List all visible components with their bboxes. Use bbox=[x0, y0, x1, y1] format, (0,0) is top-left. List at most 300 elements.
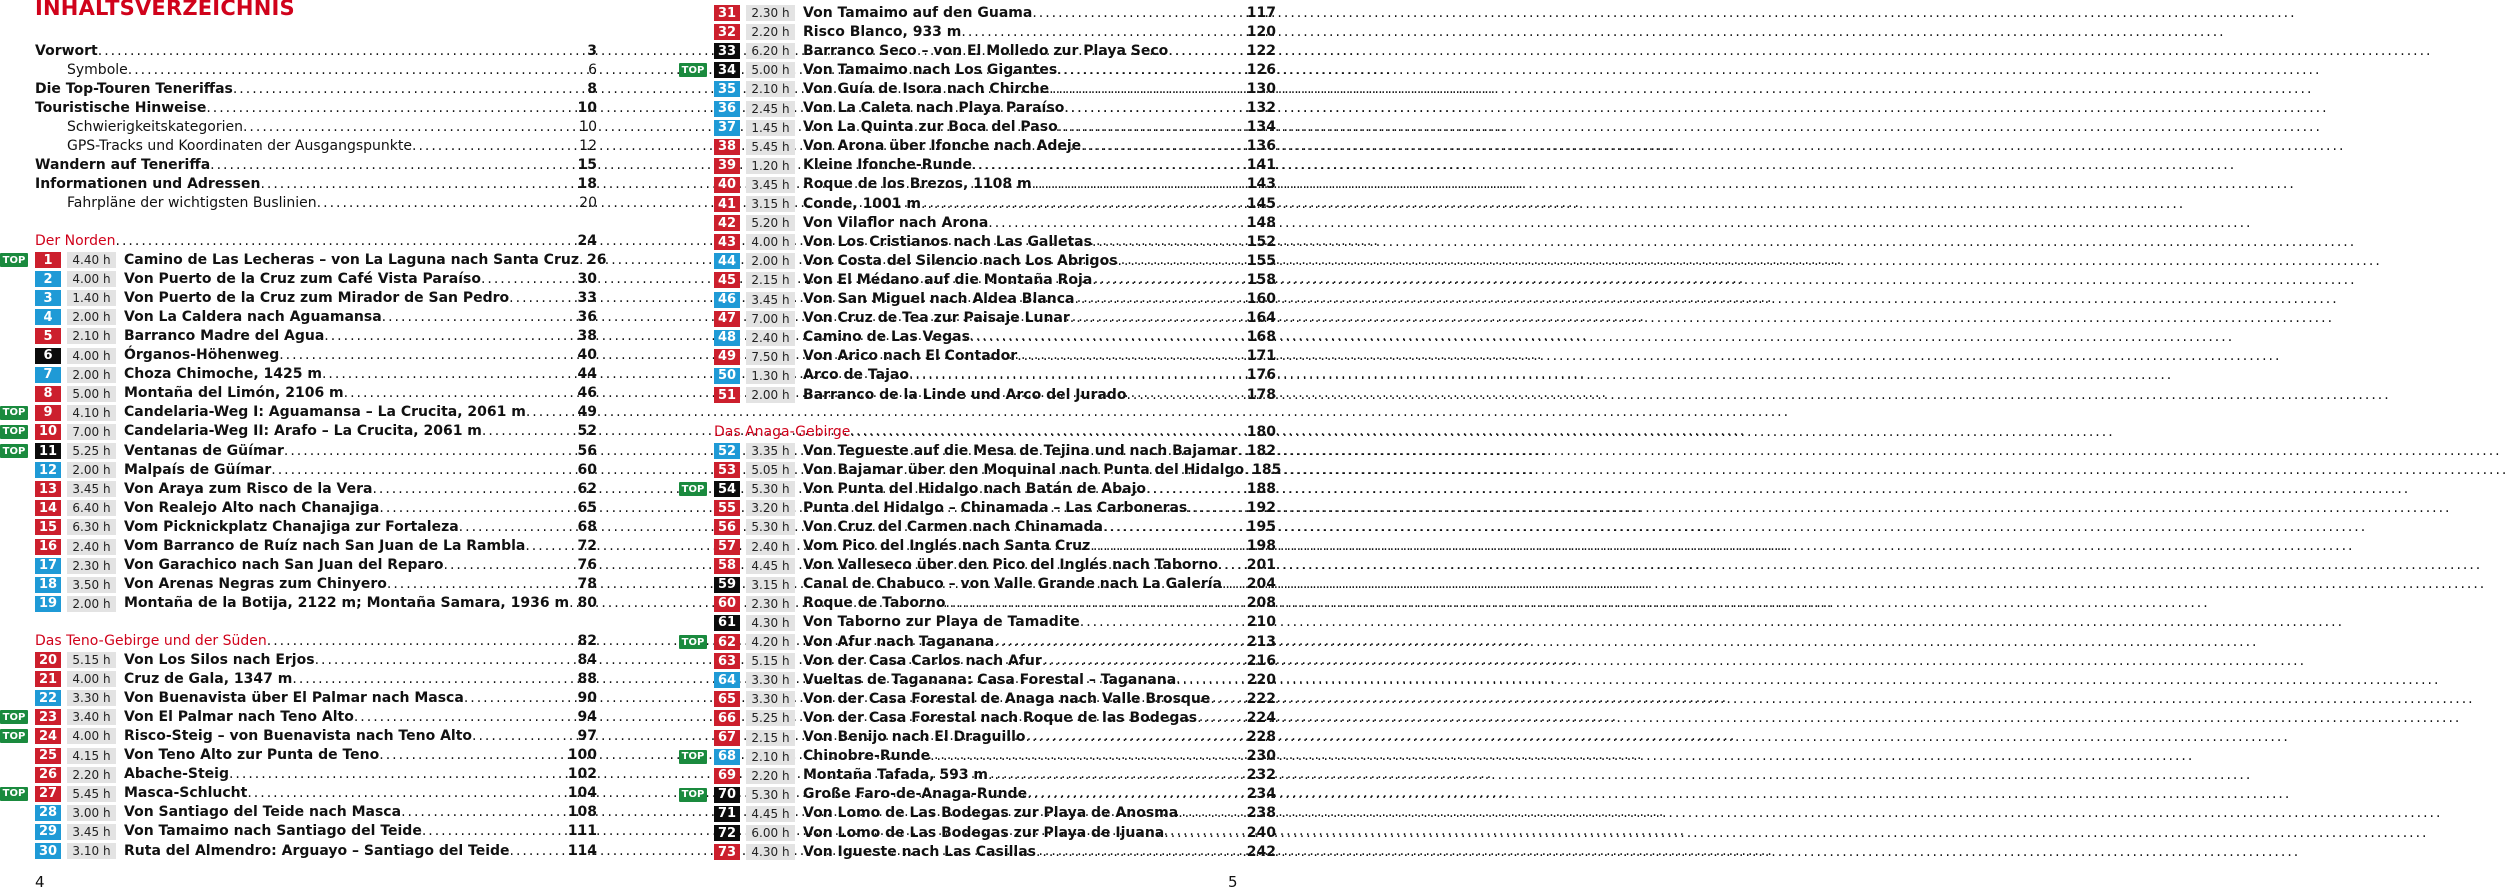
tour-duration: 4.00 h bbox=[67, 348, 116, 364]
entry-title: Von Guía de Isora nach Chirche bbox=[803, 80, 1050, 97]
tour-duration: 5.20 h bbox=[746, 215, 795, 231]
tour-duration: 3.10 h bbox=[67, 843, 116, 859]
tour-entry-71[interactable] bbox=[803, 804, 1276, 823]
tour-number-badge: 36 bbox=[714, 101, 740, 117]
tour-entry-43[interactable] bbox=[803, 232, 1276, 251]
dot-leader bbox=[444, 557, 578, 573]
entry-page: 62 bbox=[577, 480, 597, 497]
tour-number-badge: 20 bbox=[35, 652, 61, 668]
tour-entry-44[interactable] bbox=[803, 251, 1276, 270]
tour-entry-12[interactable] bbox=[124, 460, 597, 479]
entry-page: 72 bbox=[577, 538, 597, 554]
entry-page: 117 bbox=[1246, 4, 1276, 21]
tour-number-badge: 7 bbox=[35, 367, 61, 383]
tour-number-badge: 21 bbox=[35, 671, 61, 687]
dot-leader bbox=[354, 709, 578, 725]
tour-entry-29[interactable] bbox=[124, 822, 597, 841]
entry-title: Fahrpläne der wichtigsten Buslinien bbox=[67, 195, 317, 212]
tour-duration: 3.30 h bbox=[746, 672, 795, 688]
tour-entry-67[interactable] bbox=[803, 728, 1276, 747]
tour-entry-60[interactable] bbox=[803, 594, 1276, 613]
tour-entry-57[interactable] bbox=[803, 537, 1276, 556]
entry-title: Camino de Las Vegas bbox=[803, 329, 970, 346]
tour-entry-30[interactable] bbox=[124, 841, 597, 860]
toc-entry-6[interactable] bbox=[67, 137, 597, 156]
tour-duration: 2.40 h bbox=[67, 539, 116, 555]
dot-leader bbox=[379, 747, 568, 763]
tour-entry-62[interactable] bbox=[803, 632, 1276, 651]
tour-number-badge: 41 bbox=[714, 196, 740, 212]
tour-duration: 4.40 h bbox=[67, 252, 116, 268]
entry-title: GPS-Tracks und Koordinaten der Ausgangspunkte bbox=[67, 138, 412, 154]
entry-page: 160 bbox=[1246, 291, 1276, 307]
tour-duration: 2.20 h bbox=[746, 768, 795, 784]
tour-number-badge: 63 bbox=[714, 653, 740, 669]
tour-number-badge: 15 bbox=[35, 519, 61, 535]
tour-entry-7[interactable] bbox=[124, 365, 597, 384]
tour-entry-56[interactable] bbox=[803, 517, 1276, 536]
entry-title: Von Afur nach Taganana bbox=[803, 633, 995, 650]
entry-title: Symbole bbox=[67, 61, 128, 78]
entry-page: 108 bbox=[567, 804, 597, 821]
tour-duration: 3.00 h bbox=[67, 805, 116, 821]
tour-entry-26[interactable] bbox=[124, 765, 597, 784]
dot-leader bbox=[464, 690, 578, 706]
entry-page: 15 bbox=[577, 157, 597, 174]
tour-entry-18[interactable] bbox=[124, 575, 597, 594]
entry-page: 44 bbox=[577, 366, 597, 383]
tour-entry-24[interactable] bbox=[124, 726, 597, 745]
entry-page: 220 bbox=[1246, 671, 1276, 688]
tour-entry-20[interactable] bbox=[124, 650, 597, 669]
tour-duration: 3.50 h bbox=[67, 577, 116, 593]
entry-title: Barranco Madre del Agua bbox=[124, 327, 325, 344]
dot-leader bbox=[1026, 729, 1247, 745]
entry-title: Von Cruz del Carmen nach Chinamada bbox=[803, 518, 1103, 535]
entry-title: Von El Médano auf die Montaña Roja bbox=[803, 271, 1093, 288]
tour-entry-42[interactable] bbox=[803, 213, 1276, 232]
entry-title: Ruta del Almendro: Arguayo – Santiago del Teide bbox=[124, 842, 510, 859]
tour-entry-8[interactable] bbox=[124, 384, 597, 403]
tour-duration: 2.00 h bbox=[67, 462, 116, 478]
entry-page: 171 bbox=[1246, 348, 1276, 365]
dot-leader bbox=[1118, 253, 1247, 269]
dot-leader bbox=[1081, 138, 1247, 154]
entry-page: 232 bbox=[1246, 767, 1276, 784]
dot-leader bbox=[372, 481, 577, 497]
dot-leader bbox=[324, 328, 577, 344]
tour-entry-4[interactable] bbox=[124, 307, 597, 326]
tour-duration: 2.20 h bbox=[67, 767, 116, 783]
tour-entry-37[interactable] bbox=[803, 118, 1276, 137]
tour-entry-33[interactable] bbox=[803, 41, 1276, 60]
tour-duration: 4.00 h bbox=[67, 671, 116, 687]
tour-entry-53[interactable] bbox=[803, 460, 1282, 479]
toc-entry-5[interactable] bbox=[67, 117, 597, 136]
tour-duration: 4.15 h bbox=[67, 748, 116, 764]
tour-duration: 5.30 h bbox=[746, 481, 795, 497]
tour-number-badge: 58 bbox=[714, 558, 740, 574]
tour-entry-9[interactable] bbox=[124, 403, 597, 422]
tour-number-badge: 10 bbox=[35, 424, 61, 440]
left-page bbox=[0, 0, 640, 896]
tour-entry-22[interactable] bbox=[124, 688, 597, 707]
page-title: INHALTSVERZEICHNIS bbox=[35, 0, 295, 20]
tour-duration: 3.45 h bbox=[67, 824, 116, 840]
tour-number-badge: 62 bbox=[714, 634, 740, 650]
entry-page: 130 bbox=[1246, 80, 1276, 97]
tour-number-badge: 9 bbox=[35, 405, 61, 421]
entry-page: 8 bbox=[587, 80, 597, 97]
dot-leader bbox=[988, 767, 1247, 783]
entry-title: Die Top-Touren Teneriffas bbox=[35, 80, 233, 97]
entry-title: Conde, 1001 m bbox=[803, 195, 921, 212]
tour-duration: 5.30 h bbox=[746, 787, 795, 803]
tour-duration: 2.00 h bbox=[67, 367, 116, 383]
entry-title: Von Costa del Silencio nach Los Abrigos bbox=[803, 252, 1118, 269]
tour-entry-5[interactable] bbox=[124, 326, 597, 345]
tour-entry-13[interactable] bbox=[124, 479, 597, 498]
dot-leader bbox=[260, 176, 577, 192]
entry-title: Montaña Tafada, 593 m bbox=[803, 767, 989, 784]
tour-number-badge: 13 bbox=[35, 481, 61, 497]
toc-entry-1[interactable] bbox=[35, 41, 597, 60]
entry-page: 94 bbox=[577, 708, 597, 725]
top-badge: TOP bbox=[679, 63, 707, 77]
tour-duration: 4.10 h bbox=[67, 405, 116, 421]
tour-entry-32[interactable] bbox=[803, 22, 1276, 41]
tour-number-badge: 43 bbox=[714, 234, 740, 250]
entry-page: 52 bbox=[577, 423, 597, 440]
tour-entry-54[interactable] bbox=[803, 479, 1276, 498]
tour-entry-70[interactable] bbox=[803, 785, 1276, 804]
tour-duration: 4.00 h bbox=[67, 728, 116, 744]
dot-leader bbox=[1080, 614, 1247, 630]
dot-leader bbox=[1032, 176, 1247, 192]
dot-leader bbox=[412, 138, 579, 154]
entry-page: 222 bbox=[1246, 690, 1276, 707]
tour-number-badge: 16 bbox=[35, 539, 61, 555]
top-badge: TOP bbox=[0, 710, 28, 724]
tour-duration: 2.45 h bbox=[746, 101, 795, 117]
tour-number-badge: 35 bbox=[714, 81, 740, 97]
entry-title: Von Cruz de Tea zur Paisaje Lunar bbox=[803, 310, 1070, 327]
tour-entry-52[interactable] bbox=[803, 441, 1276, 460]
tour-number-badge: 47 bbox=[714, 311, 740, 327]
tour-entry-59[interactable] bbox=[803, 575, 1276, 594]
tour-entry-58[interactable] bbox=[803, 556, 1276, 575]
entry-title: Von Valleseco über den Pico del Inglés nach Taborno bbox=[803, 557, 1218, 574]
entry-title: Von Buenavista über El Palmar nach Masca bbox=[124, 689, 464, 706]
dot-leader bbox=[271, 462, 577, 478]
tour-number-badge: 40 bbox=[714, 177, 740, 193]
dot-leader bbox=[387, 576, 578, 592]
entry-page: 148 bbox=[1246, 214, 1276, 231]
entry-page: 152 bbox=[1246, 233, 1276, 250]
entry-title: Von Arona über Ifonche nach Adeje bbox=[803, 138, 1082, 155]
dot-leader bbox=[961, 24, 1246, 40]
entry-title: Candelaria-Weg II: Arafo – La Crucita, 2061 m bbox=[124, 423, 482, 440]
tour-entry-1[interactable] bbox=[124, 250, 607, 269]
tour-entry-27[interactable] bbox=[124, 784, 597, 803]
entry-title: Von Tegueste auf die Mesa de Tejina und nach Bajamar bbox=[803, 442, 1238, 459]
tour-number-badge: 71 bbox=[714, 806, 740, 822]
section-heading-2[interactable] bbox=[35, 631, 597, 650]
entry-title: Roque de los Brezos, 1108 m bbox=[803, 176, 1032, 193]
dot-leader bbox=[1074, 291, 1246, 307]
tour-entry-45[interactable] bbox=[803, 270, 1276, 289]
tour-entry-3[interactable] bbox=[124, 288, 597, 307]
dot-leader bbox=[1146, 481, 1247, 497]
entry-title: Von Arico nach El Contador bbox=[803, 348, 1018, 365]
entry-title: Montaña de la Botija, 2122 m; Montaña Samara, 1936 m bbox=[124, 595, 570, 612]
entry-title: Arco de Tajao bbox=[803, 367, 909, 384]
dot-leader bbox=[422, 823, 568, 839]
tour-duration: 2.10 h bbox=[67, 328, 116, 344]
tour-entry-15[interactable] bbox=[124, 517, 597, 536]
tour-entry-51[interactable] bbox=[803, 385, 1276, 404]
section-heading-1[interactable] bbox=[35, 231, 597, 250]
tour-entry-34[interactable] bbox=[803, 60, 1276, 79]
section-heading-3[interactable] bbox=[714, 422, 1276, 441]
tour-number-badge: 60 bbox=[714, 596, 740, 612]
entry-page: 132 bbox=[1246, 100, 1276, 116]
dot-leader bbox=[98, 43, 588, 59]
dot-leader bbox=[1036, 844, 1247, 860]
tour-number-badge: 68 bbox=[714, 749, 740, 765]
tour-number-badge: 32 bbox=[714, 24, 740, 40]
entry-title: Von Benijo nach El Draguillo bbox=[803, 729, 1026, 745]
entry-title: Vom Picknickplatz Chanajiga zur Fortaleza bbox=[124, 518, 459, 535]
tour-number-badge: 53 bbox=[714, 462, 740, 478]
entry-page: 204 bbox=[1246, 576, 1276, 593]
tour-duration: 7.50 h bbox=[746, 349, 795, 365]
dot-leader bbox=[247, 785, 567, 801]
tour-duration: 2.00 h bbox=[67, 596, 116, 612]
tour-number-badge: 59 bbox=[714, 577, 740, 593]
entry-page: 145 bbox=[1246, 195, 1276, 212]
dot-leader bbox=[972, 157, 1247, 173]
tour-entry-19[interactable] bbox=[124, 594, 597, 613]
dot-leader bbox=[229, 766, 568, 782]
dot-leader bbox=[1176, 672, 1247, 688]
entry-title: Von der Casa Carlos nach Afur bbox=[803, 652, 1042, 669]
entry-title: Candelaria-Weg I: Aguamansa – La Crucita, 2061 m bbox=[124, 404, 526, 421]
entry-page: 76 bbox=[577, 557, 597, 574]
tour-number-badge: 22 bbox=[35, 690, 61, 706]
tour-entry-64[interactable] bbox=[803, 670, 1276, 689]
tour-duration: 3.40 h bbox=[67, 709, 116, 725]
tour-duration: 6.20 h bbox=[746, 43, 795, 59]
entry-page: 100 bbox=[567, 747, 597, 763]
top-badge: TOP bbox=[679, 482, 707, 496]
tour-entry-40[interactable] bbox=[803, 175, 1276, 194]
dot-leader bbox=[1064, 100, 1246, 116]
tour-entry-23[interactable] bbox=[124, 707, 597, 726]
dot-leader bbox=[1027, 786, 1247, 802]
entry-title: Das Teno-Gebirge und der Süden bbox=[35, 632, 267, 649]
tour-entry-73[interactable] bbox=[803, 842, 1276, 861]
dot-leader bbox=[509, 290, 577, 306]
entry-title: Órganos-Höhenweg bbox=[124, 347, 280, 363]
tour-entry-55[interactable] bbox=[803, 498, 1276, 517]
entry-title: Von Puerto de la Cruz zum Café Vista Paraíso bbox=[124, 270, 481, 287]
dot-leader bbox=[116, 233, 578, 249]
tour-number-badge: 64 bbox=[714, 672, 740, 688]
tour-entry-66[interactable] bbox=[803, 708, 1276, 727]
entry-title: Schwierigkeitskategorien bbox=[67, 118, 243, 135]
tour-entry-2[interactable] bbox=[124, 269, 597, 288]
dot-leader bbox=[510, 843, 568, 859]
tour-number-badge: 3 bbox=[35, 290, 61, 306]
tour-entry-36[interactable] bbox=[803, 99, 1276, 118]
entry-page: 126 bbox=[1246, 61, 1276, 78]
entry-page: 49 bbox=[577, 404, 597, 421]
tour-entry-16[interactable] bbox=[124, 537, 597, 556]
tour-entry-25[interactable] bbox=[124, 746, 597, 765]
entry-page: 20 bbox=[579, 195, 597, 212]
tour-entry-50[interactable] bbox=[803, 366, 1276, 385]
dot-leader bbox=[1178, 805, 1247, 821]
tour-duration: 5.45 h bbox=[67, 786, 116, 802]
tour-duration: 2.40 h bbox=[746, 330, 795, 346]
toc-entry-4[interactable] bbox=[35, 98, 597, 117]
entry-page: 198 bbox=[1246, 538, 1276, 554]
entry-title: Risco-Steig – von Buenavista nach Teno Alto bbox=[124, 727, 473, 744]
tour-entry-35[interactable] bbox=[803, 79, 1276, 98]
tour-entry-49[interactable] bbox=[803, 347, 1276, 366]
toc-entry-2[interactable] bbox=[67, 60, 597, 79]
dot-leader bbox=[481, 271, 578, 287]
toc-entry-8[interactable] bbox=[35, 175, 597, 194]
tour-entry-10[interactable] bbox=[124, 422, 597, 441]
tour-entry-31[interactable] bbox=[803, 3, 1276, 22]
tour-number-badge: 72 bbox=[714, 825, 740, 841]
entry-page: 185 bbox=[1252, 461, 1282, 478]
tour-entry-11[interactable] bbox=[124, 441, 597, 460]
entry-title: Montaña del Limón, 2106 m bbox=[124, 385, 344, 402]
toc-entry-9[interactable] bbox=[67, 194, 597, 213]
entry-page: 82 bbox=[577, 632, 597, 649]
entry-title: Kleine Ifonche-Runde bbox=[803, 157, 972, 174]
tour-duration: 5.00 h bbox=[67, 386, 116, 402]
entry-page: 238 bbox=[1246, 805, 1276, 822]
tour-duration: 2.30 h bbox=[746, 5, 795, 21]
entry-page: 155 bbox=[1246, 252, 1276, 269]
tour-entry-61[interactable] bbox=[803, 613, 1276, 632]
entry-title: Von Lomo de Las Bodegas zur Playa de Anosma bbox=[803, 805, 1179, 822]
tour-entry-39[interactable] bbox=[803, 156, 1276, 175]
entry-page: 134 bbox=[1246, 119, 1276, 136]
entry-title: Von Garachico nach San Juan del Reparo bbox=[124, 557, 444, 574]
tour-number-badge: 14 bbox=[35, 500, 61, 516]
entry-title: Von San Miguel nach Aldea Blanca bbox=[803, 291, 1075, 307]
tour-entry-48[interactable] bbox=[803, 328, 1276, 347]
tour-entry-47[interactable] bbox=[803, 309, 1276, 328]
tour-duration: 1.30 h bbox=[746, 368, 795, 384]
entry-title: Canal de Chabuco – von Valle Grande nach La Galería bbox=[803, 576, 1222, 593]
entry-page: 136 bbox=[1246, 138, 1276, 155]
entry-title: Malpaís de Güímar bbox=[124, 461, 272, 478]
tour-entry-65[interactable] bbox=[803, 689, 1276, 708]
tour-number-badge: 8 bbox=[35, 386, 61, 402]
dot-leader bbox=[970, 329, 1247, 345]
tour-duration: 5.30 h bbox=[746, 519, 795, 535]
tour-entry-68[interactable] bbox=[803, 747, 1276, 766]
dot-leader bbox=[930, 748, 1247, 764]
dot-leader bbox=[472, 728, 577, 744]
entry-page: 24 bbox=[577, 232, 597, 249]
dot-leader bbox=[994, 634, 1247, 650]
tour-number-badge: 42 bbox=[714, 215, 740, 231]
tour-entry-17[interactable] bbox=[124, 556, 597, 575]
entry-page: 158 bbox=[1246, 271, 1276, 288]
dot-leader bbox=[482, 423, 578, 439]
entry-page: 60 bbox=[577, 461, 597, 478]
dot-leader bbox=[921, 196, 1247, 212]
entry-title: Touristische Hinweise bbox=[35, 99, 207, 116]
dot-leader bbox=[1070, 310, 1247, 326]
tour-duration: 2.15 h bbox=[746, 730, 795, 746]
entry-page: 192 bbox=[1246, 499, 1276, 516]
toc-entry-7[interactable] bbox=[35, 156, 597, 175]
tour-number-badge: 46 bbox=[714, 292, 740, 308]
tour-entry-38[interactable] bbox=[803, 137, 1276, 156]
tour-duration: 3.30 h bbox=[67, 690, 116, 706]
tour-duration: 2.00 h bbox=[746, 253, 795, 269]
entry-title: Von La Caldera nach Aguamansa bbox=[124, 308, 382, 325]
entry-page: 3 bbox=[587, 42, 597, 59]
tour-number-badge: 33 bbox=[714, 43, 740, 59]
dot-leader bbox=[1032, 5, 1246, 21]
top-badge: TOP bbox=[0, 253, 28, 267]
entry-title: Ventanas de Güímar bbox=[124, 442, 284, 459]
dot-leader bbox=[1057, 62, 1247, 78]
tour-entry-72[interactable] bbox=[803, 823, 1276, 842]
dot-leader bbox=[322, 366, 578, 382]
entry-page: 56 bbox=[577, 442, 597, 459]
tour-duration: 5.15 h bbox=[67, 652, 116, 668]
tour-duration: 3.45 h bbox=[67, 481, 116, 497]
entry-page: 18 bbox=[577, 176, 597, 193]
tour-entry-63[interactable] bbox=[803, 651, 1276, 670]
tour-entry-69[interactable] bbox=[803, 766, 1276, 785]
tour-duration: 2.00 h bbox=[67, 309, 116, 325]
dot-leader bbox=[526, 404, 578, 420]
entry-title: Abache-Steig bbox=[124, 766, 229, 783]
dot-leader bbox=[1092, 234, 1247, 250]
tour-entry-46[interactable] bbox=[803, 290, 1276, 309]
tour-duration: 3.30 h bbox=[746, 691, 795, 707]
tour-entry-41[interactable] bbox=[803, 194, 1276, 213]
entry-page: 33 bbox=[577, 289, 597, 306]
tour-duration: 1.45 h bbox=[746, 120, 795, 136]
tour-entry-28[interactable] bbox=[124, 803, 597, 822]
tour-duration: 6.30 h bbox=[67, 519, 116, 535]
entry-title: Von Los Silos nach Erjos bbox=[124, 651, 315, 668]
tour-duration: 7.00 h bbox=[67, 424, 116, 440]
dot-leader bbox=[1244, 462, 1252, 478]
tour-entry-14[interactable] bbox=[124, 498, 597, 517]
tour-entry-21[interactable] bbox=[124, 669, 597, 688]
dot-leader bbox=[284, 443, 578, 459]
dot-leader bbox=[1210, 691, 1246, 707]
tour-entry-6[interactable] bbox=[124, 346, 597, 365]
dot-leader bbox=[459, 519, 578, 535]
entry-page: 213 bbox=[1246, 633, 1276, 650]
toc-entry-3[interactable] bbox=[35, 79, 597, 98]
tour-number-badge: 19 bbox=[35, 596, 61, 612]
